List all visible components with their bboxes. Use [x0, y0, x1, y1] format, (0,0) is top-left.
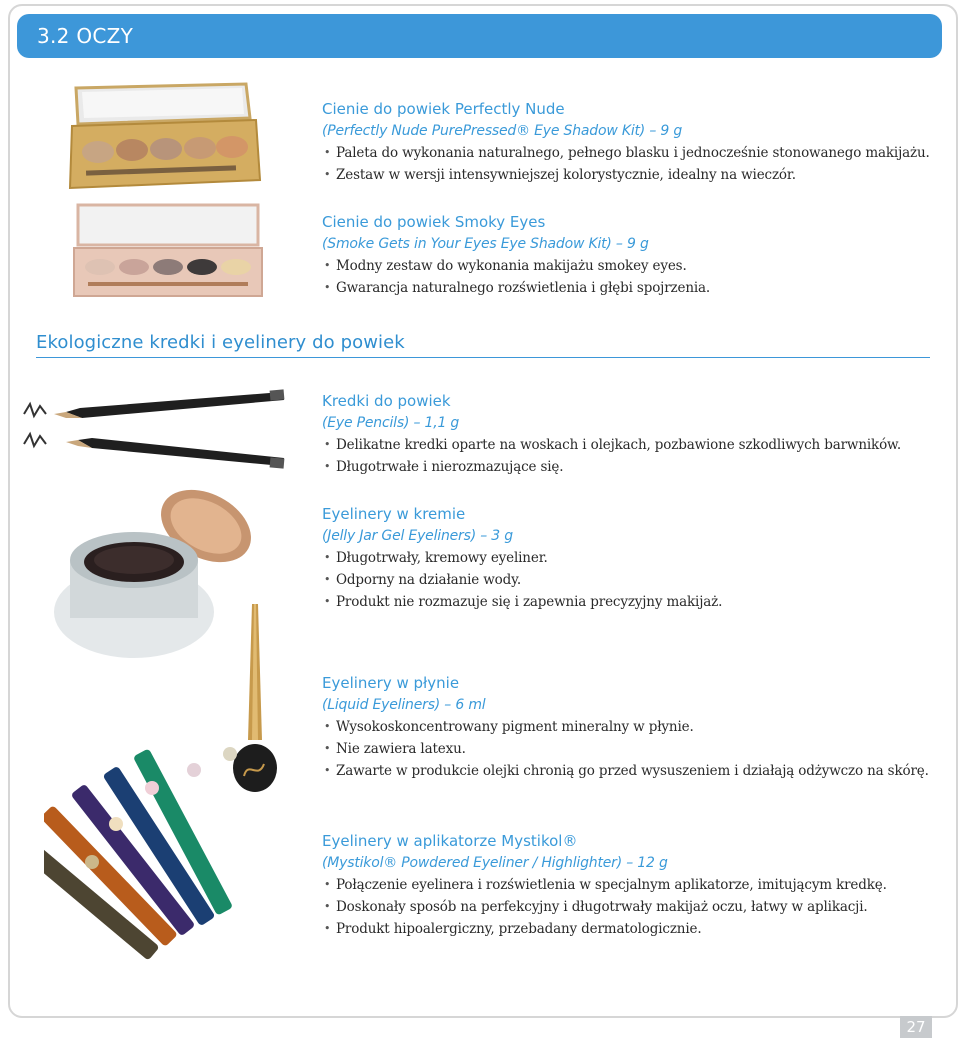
section-title: 3.2 OCZY [37, 24, 134, 48]
bullet-item: • Zawarte w produkcie olejki chronią go przed wysuszeniem i działają odżywczo na skórę. [322, 760, 932, 782]
product-name: Cienie do powiek Perfectly Nude [322, 100, 565, 118]
perfectly-nude-palette-image [66, 80, 262, 190]
bullet-item: • Odporny na działanie wody. [322, 569, 932, 591]
product-smoky-eyes [322, 211, 932, 299]
product-perfectly-nude [322, 98, 932, 186]
bullet-item: • Długotrwałe i nierozmazujące się. [322, 456, 932, 478]
product-subtitle: (Eye Pencils) – 1,1 g [322, 415, 460, 431]
product-subtitle: (Smoke Gets in Your Eyes Eye Shadow Kit) – 9 g [322, 236, 649, 252]
bullet-item: • Produkt nie rozmazuje się i zapewnia precyzyjny makijaż. [322, 591, 932, 613]
bullet-item: • Długotrwały, kremowy eyeliner. [322, 547, 932, 569]
subsection-heading [36, 332, 930, 358]
bullet-item: • Produkt hipoalergiczny, przebadany dermatologicznie. [322, 918, 932, 940]
product-bullets [322, 255, 932, 299]
bullet-item: • Nie zawiera latexu. [322, 738, 932, 760]
page-number: 27 [900, 1016, 932, 1038]
product-eye-pencils [322, 390, 932, 478]
product-subtitle: (Mystikol® Powdered Eyeliner / Highlighter) – 12 g [322, 855, 668, 871]
product-name: Eyelinery w kremie [322, 505, 466, 523]
bullet-item: • Delikatne kredki oparte na woskach i olejkach, pozbawione szkodliwych barwników. [322, 434, 932, 456]
bullet-item: • Gwarancja naturalnego rozświetlenia i głębi spojrzenia. [322, 277, 932, 299]
product-bullets [322, 434, 932, 478]
product-bullets [322, 874, 932, 940]
bullet-item: • Zestaw w wersji intensywniejszej kolorystycznie, idealny na wieczór. [322, 164, 932, 186]
bullet-item: • Połączenie eyelinera i rozświetlenia w specjalnym aplikatorze, imitującym kredkę. [322, 874, 932, 896]
bullet-item: • Paleta do wykonania naturalnego, pełnego blasku i jednocześnie stonowanego makijażu. [322, 142, 932, 164]
product-name: Cienie do powiek Smoky Eyes [322, 213, 546, 231]
smoky-eyes-palette-image [70, 202, 266, 300]
product-gel-eyeliners [322, 503, 932, 613]
product-mystikol [322, 830, 932, 940]
product-name: Eyelinery w aplikatorze Mystikol® [322, 832, 578, 850]
subsection-title: Ekologiczne kredki i eyelinery do powiek [36, 332, 405, 353]
product-subtitle: (Liquid Eyeliners) – 6 ml [322, 697, 486, 713]
bullet-item: • Doskonały sposób na perfekcyjny i długotrwały makijaż oczu, łatwy w aplikacji. [322, 896, 932, 918]
bullet-item: • Wysokoskoncentrowany pigment mineralny w płynie. [322, 716, 932, 738]
product-name: Eyelinery w płynie [322, 674, 460, 692]
section-header [17, 14, 942, 58]
product-liquid-eyeliners [322, 672, 932, 782]
product-name: Kredki do powiek [322, 392, 451, 410]
product-bullets [322, 716, 932, 782]
eye-pencils-image [20, 384, 290, 474]
product-subtitle: (Jelly Jar Gel Eyeliners) – 3 g [322, 528, 513, 544]
product-bullets [322, 547, 932, 613]
mystikol-applicators-image [44, 736, 300, 986]
product-bullets [322, 142, 932, 186]
bullet-item: • Modny zestaw do wykonania makijażu smokey eyes. [322, 255, 932, 277]
product-subtitle: (Perfectly Nude PurePressed® Eye Shadow Kit) – 9 g [322, 123, 683, 139]
